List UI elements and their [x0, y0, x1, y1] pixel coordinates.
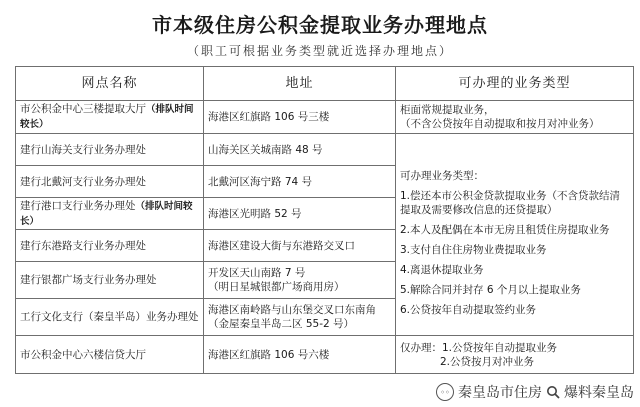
watermark-account-text: 秦皇岛市住房: [458, 385, 542, 401]
queue-note: （排队时间较长）: [20, 200, 193, 227]
queue-note: （排队时间较长）: [20, 104, 194, 130]
business-type-item: 1.偿还本市公积金贷款提取业务（不含贷款结清提取及需要修改信息的还贷提取）: [400, 189, 621, 216]
header-outlet-name: 网点名称: [16, 67, 204, 101]
business-type-heading: 可办理业务类型：: [400, 169, 484, 182]
business-type-item: 5.解除合同并封存 6 个月以上提取业务: [400, 283, 581, 296]
business-type-line: 仅办理：1.公贷按年自动提取业务: [400, 341, 558, 354]
table-row: [16, 101, 634, 134]
outlet-name-text: 建行港口支行业务办理处: [20, 199, 136, 212]
search-icon: [546, 385, 560, 399]
table-header-row: [16, 67, 634, 101]
outlet-address: 海港区红旗路 106 号六楼: [204, 336, 396, 374]
outlet-name: [16, 198, 204, 230]
outlet-address: [204, 299, 396, 336]
header-address: 地址: [204, 67, 396, 101]
business-type-item: 3.支付自住住房物业费提取业务: [400, 243, 547, 256]
outlet-address: 海港区建设大街与东港路交叉口: [204, 230, 396, 262]
merged-business-types: [396, 134, 634, 336]
outlet-name: 建行银都广场支行业务办理处: [16, 262, 204, 299]
outlet-name-text: 市公积金中心三楼提取大厅: [20, 103, 146, 115]
outlet-address: 北戴河区海宁路 74 号: [204, 166, 396, 198]
table-row: [16, 336, 634, 374]
table-row: [16, 134, 634, 166]
business-type-line: 柜面常规提取业务，: [400, 104, 495, 116]
watermark-channel-text: 爆料秦皇岛: [564, 385, 634, 401]
outlet-business-types: [396, 336, 634, 374]
address-line: 海港区南岭路与山东堡交叉口东南角: [208, 304, 376, 316]
outlet-name: 市公积金中心六楼信贷大厅: [16, 336, 204, 374]
business-type-line: 2.公贷按月对冲业务: [440, 355, 535, 368]
address-line: 开发区天山南路 7 号: [208, 267, 306, 279]
locations-table: [15, 66, 634, 374]
business-type-item: 2.本人及配偶在本市无房且租赁住房提取业务: [400, 223, 610, 236]
wechat-watermark: [436, 381, 634, 403]
business-type-item: 6.公贷按年自动提取签约业务: [400, 303, 537, 316]
outlet-address: 海港区光明路 52 号: [204, 198, 396, 230]
outlet-name: 建行北戴河支行业务办理处: [16, 166, 204, 198]
outlet-name: 工行文化支行（秦皇半岛）业务办理处: [16, 299, 204, 336]
outlet-address: 山海关区关城南路 48 号: [204, 134, 396, 166]
wechat-icon: ◦◦: [436, 383, 454, 401]
outlet-name: [16, 101, 204, 134]
business-type-line: （不含公贷按年自动提取和按月对冲业务）: [400, 118, 600, 130]
address-line: （金屋秦皇半岛二区 55-2 号）: [208, 318, 355, 330]
address-line: （明日星城银都广场商用房）: [208, 281, 345, 293]
header-business-types: 可办理的业务类型: [396, 67, 634, 101]
outlet-name: 建行山海关支行业务办理处: [16, 134, 204, 166]
outlet-name: 建行东港路支行业务办理处: [16, 230, 204, 262]
outlet-address: [204, 262, 396, 299]
document-title: 市本级住房公积金提取业务办理地点: [152, 13, 488, 37]
document-subtitle: （职工可根据业务类型就近选择办理地点）: [186, 44, 453, 58]
outlet-address: 海港区红旗路 106 号三楼: [204, 101, 396, 134]
outlet-business-types: [396, 101, 634, 134]
business-type-item: 4.离退休提取业务: [400, 263, 484, 276]
